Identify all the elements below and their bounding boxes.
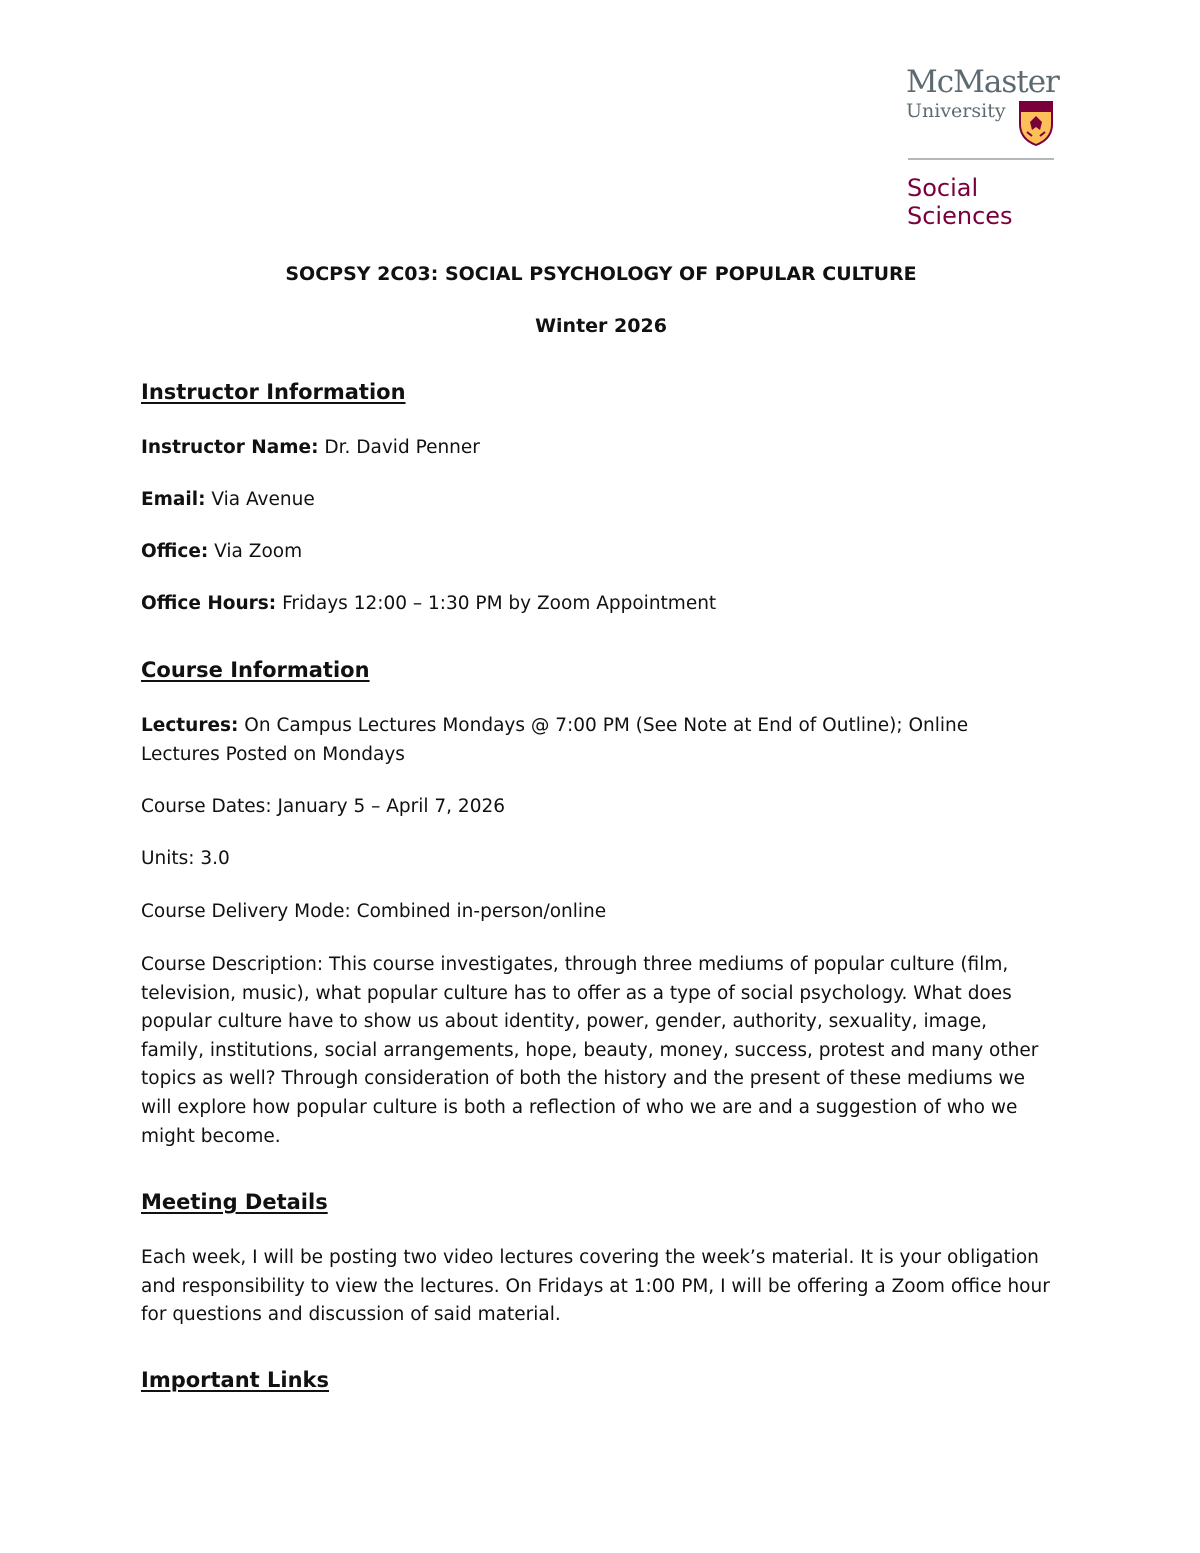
instructor-name (141, 434, 1051, 463)
crest-shield-icon (1018, 100, 1054, 146)
logo-faculty-line1: Social (907, 174, 979, 202)
office-hours-value: Fridays 12:00 – 1:30 PM by Zoom Appointment (276, 593, 717, 614)
course-description: Course Description: This course investigates, through three mediums of popular culture (film, television, music), what popular culture has to offer as a type of social psychology. What does popular culture have to show us about identity, power, gender, authority, sexuality, image, family, institutions, social arrangements, hope, beauty, money, success, protest and many other topics as well? Through consideration of both the history and the present of these mediums we will explore how popular culture is both a reflection of who we are and a suggestion of who we might become. (141, 954, 1039, 1147)
email-value: Via Avenue (205, 489, 315, 510)
office-hours-label: Office Hours: (141, 593, 277, 614)
lectures-label: Lectures: (141, 715, 239, 736)
course-dates: Course Dates: January 5 – April 7, 2026 (141, 796, 506, 817)
logo-divider (908, 158, 1054, 160)
instructor-heading: Instructor Information (141, 380, 406, 404)
logo-university-sub: University (906, 100, 1006, 122)
course-delivery: Course Delivery Mode: Combined in-person/online (141, 901, 607, 922)
meeting-text: Each week, I will be posting two video lectures covering the week’s material. It is your obligation and responsibility to view the lectures. On Fridays at 1:00 PM, I will be offering a Zoom office hour for questions and discussion of said material. (141, 1247, 1050, 1326)
email-label: Email: (141, 489, 206, 510)
meeting-heading: Meeting Details (141, 1190, 328, 1214)
instructor-name-label: Instructor Name: (141, 437, 319, 458)
term: Winter 2026 (535, 315, 667, 337)
logo-faculty-line2: Sciences (907, 202, 1013, 230)
instructor-office (141, 538, 1051, 567)
links-heading: Important Links (141, 1368, 330, 1392)
lectures-value: On Campus Lectures Mondays @ 7:00 PM (See Note at End of Outline); Online Lectures Posted on Mondays (141, 715, 969, 765)
instructor-email (141, 486, 1051, 515)
lectures (141, 712, 1051, 769)
office-hours (141, 590, 1051, 619)
logo-university-name: McMaster (906, 64, 1059, 100)
course-units: Units: 3.0 (141, 848, 230, 869)
logo-faculty-name (907, 174, 1013, 230)
office-value: Via Zoom (208, 541, 303, 562)
course-title: SOCPSY 2C03: SOCIAL PSYCHOLOGY OF POPULAR CULTURE (285, 263, 917, 285)
mcmaster-social-sciences-logo (906, 64, 1066, 239)
instructor-name-value: Dr. David Penner (318, 437, 480, 458)
course-heading: Course Information (141, 658, 370, 682)
office-label: Office: (141, 541, 209, 562)
